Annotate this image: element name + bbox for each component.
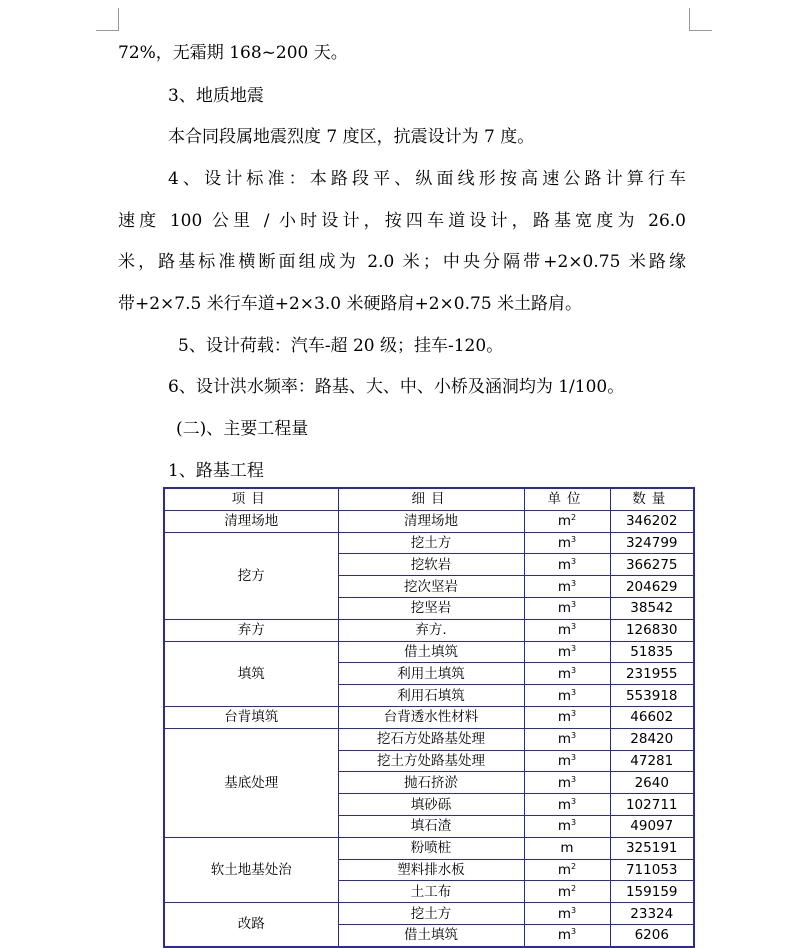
paragraph-design-load: 5、设计荷载：汽车-超 20 级；挂车-120。 xyxy=(178,336,504,356)
table-row xyxy=(164,706,694,728)
crop-mark-top-left xyxy=(96,8,119,31)
table-row xyxy=(164,728,694,750)
unit-cell: $m^2$ xyxy=(524,859,610,881)
group-cell: 改路 xyxy=(164,903,338,947)
detail-cell: 借土填筑 xyxy=(338,924,524,946)
header-detail: 细目 xyxy=(338,488,524,510)
group-cell: 基底处理 xyxy=(164,728,338,837)
unit-cell: $m^3$ xyxy=(524,924,610,946)
quantity-cell: 204629 xyxy=(610,576,694,598)
detail-cell: 利用土填筑 xyxy=(338,663,524,685)
detail-cell: 挖土方处路基处理 xyxy=(338,750,524,772)
unit-cell: $m^3$ xyxy=(524,663,610,685)
group-cell: 挖方 xyxy=(164,532,338,619)
header-unit: 单位 xyxy=(524,488,610,510)
quantity-cell: 553918 xyxy=(610,685,694,707)
paragraph-design-standard-4: 带+2×7.5 米行车道+2×3.0 米硬路肩+2×0.75 米土路肩。 xyxy=(118,294,583,314)
unit-cell: m xyxy=(524,837,610,859)
header-item: 项目 xyxy=(164,488,338,510)
detail-cell: 填砂砾 xyxy=(338,794,524,816)
quantity-cell: 231955 xyxy=(610,663,694,685)
header-quantity: 数量 xyxy=(610,488,694,510)
paragraph-flood-frequency: 6、设计洪水频率：路基、大、中、小桥及涵洞均为 1/100。 xyxy=(168,377,625,397)
detail-cell: 挖坚岩 xyxy=(338,597,524,619)
paragraph-climate-end: 72%，无霜期 168~200 天。 xyxy=(118,43,348,63)
quantity-cell: 23324 xyxy=(610,903,694,925)
unit-cell: $m^2$ xyxy=(524,510,610,532)
quantity-cell: 38542 xyxy=(610,597,694,619)
table-row xyxy=(164,641,694,663)
unit-cell: $m^3$ xyxy=(524,532,610,554)
table-row xyxy=(164,532,694,554)
heading-subgrade-works: 1、路基工程 xyxy=(168,461,264,481)
unit-cell: $m^3$ xyxy=(524,706,610,728)
group-cell: 填筑 xyxy=(164,641,338,706)
heading-main-quantities: (二)、主要工程量 xyxy=(176,419,309,439)
quantity-cell: 711053 xyxy=(610,859,694,881)
paragraph-design-standard-3: 米，路基标准横断面组成为 2.0 米；中央分隔带+2×0.75 米路缘 xyxy=(118,252,686,272)
paragraph-design-standard-2: 速度 100 公里 / 小时设计，按四车道设计，路基宽度为 26.0 xyxy=(118,211,686,231)
unit-cell: $m^3$ xyxy=(524,554,610,576)
quantity-cell: 366275 xyxy=(610,554,694,576)
quantity-cell: 47281 xyxy=(610,750,694,772)
detail-cell: 抛石挤淤 xyxy=(338,772,524,794)
quantity-cell: 51835 xyxy=(610,641,694,663)
detail-cell: 粉喷桩 xyxy=(338,837,524,859)
detail-cell: 清理场地 xyxy=(338,510,524,532)
quantity-cell: 126830 xyxy=(610,619,694,641)
quantity-cell: 28420 xyxy=(610,728,694,750)
detail-cell: 填石渣 xyxy=(338,815,524,837)
table-header-row xyxy=(164,488,694,510)
detail-cell: 挖土方 xyxy=(338,903,524,925)
quantity-cell: 49097 xyxy=(610,815,694,837)
group-cell: 软土地基处治 xyxy=(164,837,338,902)
detail-cell: 挖石方处路基处理 xyxy=(338,728,524,750)
group-cell: 清理场地 xyxy=(164,510,338,532)
unit-cell: $m^3$ xyxy=(524,685,610,707)
unit-cell: $m^3$ xyxy=(524,641,610,663)
subgrade-quantity-table xyxy=(163,487,695,948)
quantity-cell: 325191 xyxy=(610,837,694,859)
unit-cell: $m^3$ xyxy=(524,903,610,925)
heading-geology: 3、地质地震 xyxy=(168,86,264,106)
table-row xyxy=(164,619,694,641)
unit-cell: $m^2$ xyxy=(524,881,610,903)
detail-cell: 利用石填筑 xyxy=(338,685,524,707)
table-row xyxy=(164,510,694,532)
detail-cell: 弃方. xyxy=(338,619,524,641)
unit-cell: $m^3$ xyxy=(524,619,610,641)
unit-cell: $m^3$ xyxy=(524,750,610,772)
quantity-cell: 2640 xyxy=(610,772,694,794)
unit-cell: $m^3$ xyxy=(524,815,610,837)
crop-mark-top-right xyxy=(689,8,712,31)
unit-cell: $m^3$ xyxy=(524,772,610,794)
quantity-cell: 6206 xyxy=(610,924,694,946)
detail-cell: 挖次坚岩 xyxy=(338,576,524,598)
group-cell: 台背填筑 xyxy=(164,706,338,728)
table-row xyxy=(164,903,694,925)
detail-cell: 借土填筑 xyxy=(338,641,524,663)
table-row xyxy=(164,837,694,859)
quantity-cell: 102711 xyxy=(610,794,694,816)
group-cell: 弃方 xyxy=(164,619,338,641)
unit-cell: $m^3$ xyxy=(524,794,610,816)
quantity-cell: 346202 xyxy=(610,510,694,532)
detail-cell: 土工布 xyxy=(338,881,524,903)
quantity-cell: 159159 xyxy=(610,881,694,903)
detail-cell: 挖软岩 xyxy=(338,554,524,576)
detail-cell: 台背透水性材料 xyxy=(338,706,524,728)
paragraph-seismic: 本合同段属地震烈度 7 度区，抗震设计为 7 度。 xyxy=(168,127,535,147)
detail-cell: 塑料排水板 xyxy=(338,859,524,881)
detail-cell: 挖土方 xyxy=(338,532,524,554)
paragraph-design-standard-1: 4、设计标准：本路段平、纵面线形按高速公路计算行车 xyxy=(168,169,686,189)
unit-cell: $m^3$ xyxy=(524,576,610,598)
unit-cell: $m^3$ xyxy=(524,597,610,619)
quantity-cell: 324799 xyxy=(610,532,694,554)
unit-cell: $m^3$ xyxy=(524,728,610,750)
quantity-cell: 46602 xyxy=(610,706,694,728)
